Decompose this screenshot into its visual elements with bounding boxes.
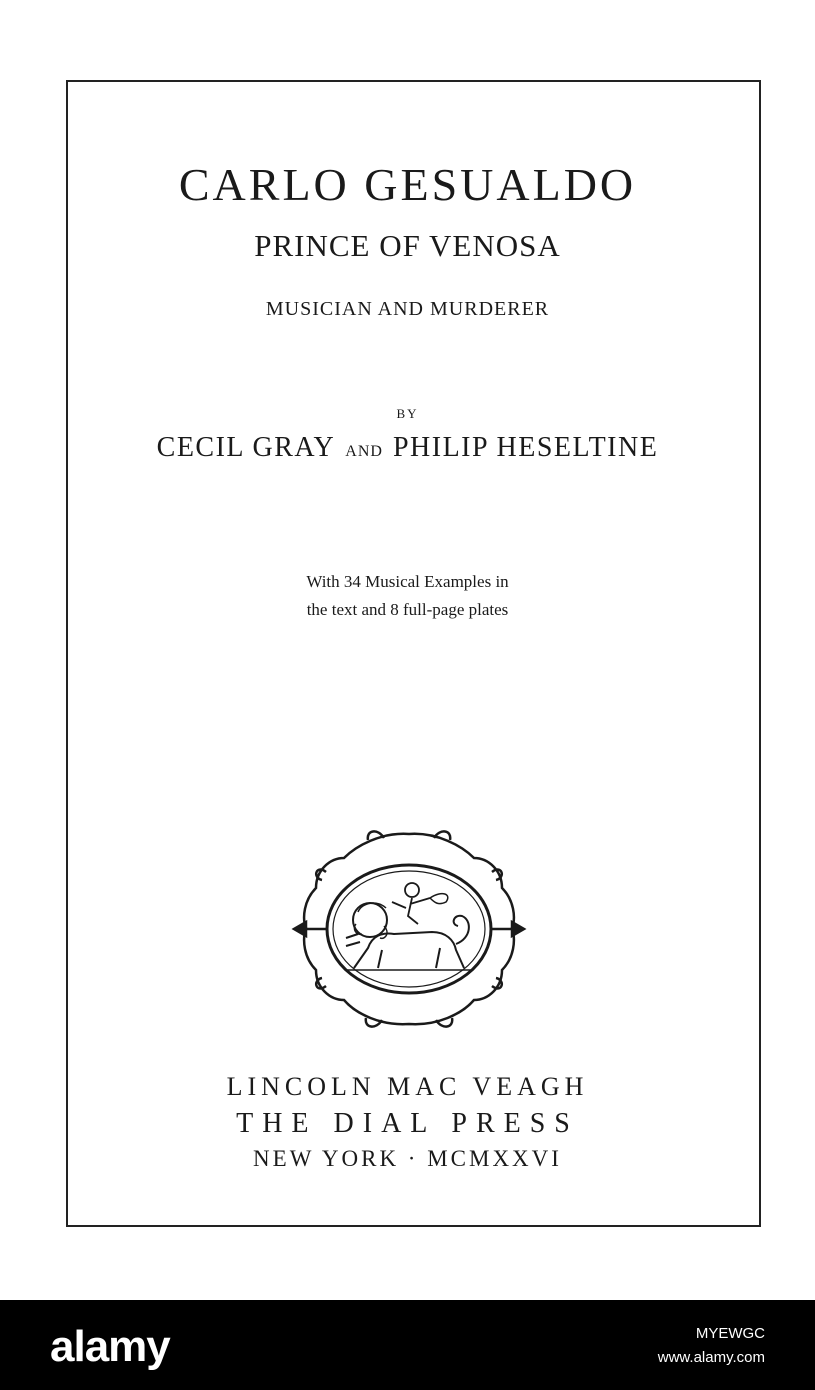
note-line-1: With 34 Musical Examples in [306, 572, 509, 591]
book-tagline: MUSICIAN AND MURDERER [265, 298, 550, 320]
publication-place-year: NEW YORK · MCMXXVI [253, 1146, 562, 1171]
publisher-name: LINCOLN MAC VEAGH [226, 1072, 589, 1101]
alamy-logo: alamy [50, 1322, 170, 1371]
author-2: PHILIP HESELTINE [392, 432, 659, 463]
watermark-info [658, 1322, 765, 1370]
image-id: MYEWGC [695, 1325, 765, 1342]
book-subtitle: PRINCE OF VENOSA [254, 228, 561, 263]
stock-watermark-banner [0, 1300, 815, 1390]
by-line: BY [396, 406, 419, 421]
publisher-imprint: THE DIAL PRESS [236, 1108, 579, 1139]
author-conjunction: AND [345, 443, 383, 460]
watermark-site: www.alamy.com [657, 1349, 765, 1366]
illustrations-note [0, 568, 815, 624]
authors [0, 432, 815, 464]
book-title: CARLO GESUALDO [178, 159, 637, 210]
note-line-2: the text and 8 full-page plates [306, 600, 509, 619]
author-1: CECIL GRAY [156, 432, 336, 463]
publisher-device-lion-cherub-emblem [286, 828, 532, 1030]
